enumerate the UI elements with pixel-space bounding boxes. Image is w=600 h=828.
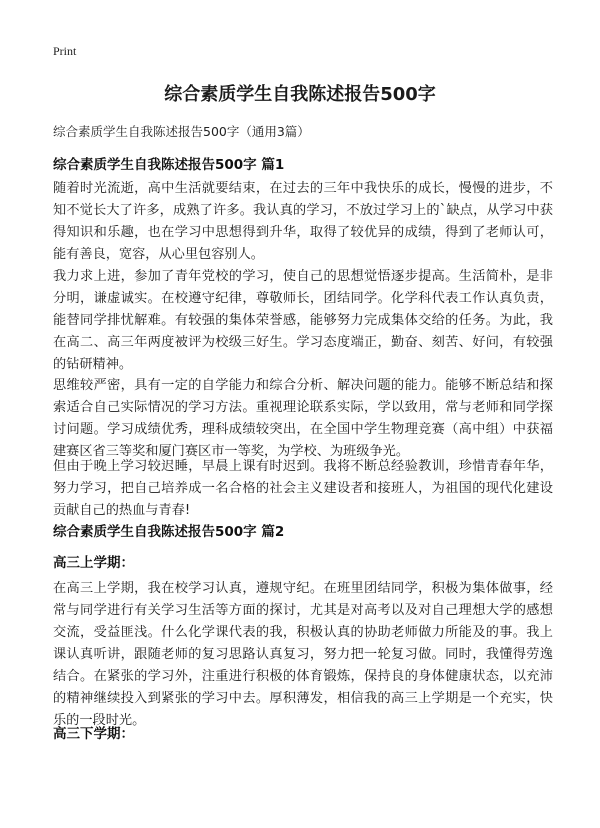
paragraph: 但由于晚上学习较迟睡，早晨上课有时迟到。我将不断总经验教训，珍惜青春年华，努力学习，把自己培养成一名合格的社会主义建设者和接班人，为祖国的现代化建设贡献自己的热血与青春!	[53, 459, 553, 518]
section-heading-1: 综合素质学生自我陈述报告500字 篇1	[53, 157, 285, 173]
subheading-semester-2: 高三下学期：	[53, 726, 134, 742]
paragraph: 在高三上学期，我在校学习认真，遵规守纪。在班里团结同学，积极为集体做事，经常与同学进行有关学习生活等方面的探讨，尤其是对高考以及对自己理想大学的感想交流，受益匪浅。什么化学课代表的我，积极认真的协助老师做力所能及的事。我上课认真听讲，跟随老师的复习思路认真复习，努力把一轮复习做。同时，我懂得劳逸结合。在紧张的学习外，注重进行积极的体育锻炼，保持良的身体健康状态，以充沛的精神继续投入到紧张的学习中去。厚积薄发，相信我的高三上学期是一个充实，快乐的一段时光。	[53, 581, 553, 728]
document-subtitle: 综合素质学生自我陈述报告500字（通用3篇）	[53, 124, 310, 139]
subheading-semester-1: 高三上学期：	[53, 555, 134, 571]
paragraph: 思维较严密，具有一定的自学能力和综合分析、解决问题的能力。能够不断总结和探索适合自己实际情况的学习方法。重视理论联系实际，学以致用，常与老师和同学探讨问题。学习成绩优秀，理科成绩较突出，在全国中学生物理竞赛（高中组）中获福建赛区省三等奖和厦门赛区市一等奖，为学校、为班级争光。	[53, 378, 553, 459]
paragraph: 随着时光流逝，高中生活就要结束，在过去的三年中我快乐的成长，慢慢的进步，不知不觉长大了许多，成熟了许多。我认真的学习，不放过学习上的`缺点，从学习中获得知识和乐趣，也在学习中思想得到升华，取得了较优异的成绩，得到了老师认可，能有善良，宽容，从心里包容别人。	[53, 181, 553, 262]
print-link[interactable]: Print	[53, 44, 77, 58]
page-title: 综合素质学生自我陈述报告500字	[164, 84, 436, 105]
section-heading-2: 综合素质学生自我陈述报告500字 篇2	[53, 524, 285, 540]
paragraph: 我力求上进，参加了青年党校的学习，使自己的思想觉悟逐步提高。生活简朴，是非分明，谦虚诚实。在校遵守纪律，尊敬师长，团结同学。化学科代表工作认真负责，能替同学排忧解难。有较强的集体荣誉感，能够努力完成集体交给的任务。为此，我在高二、高三年两度被评为校级三好生。学习态度端正，勤奋、刻苦、好问，有较强的钻研精神。	[53, 269, 553, 372]
